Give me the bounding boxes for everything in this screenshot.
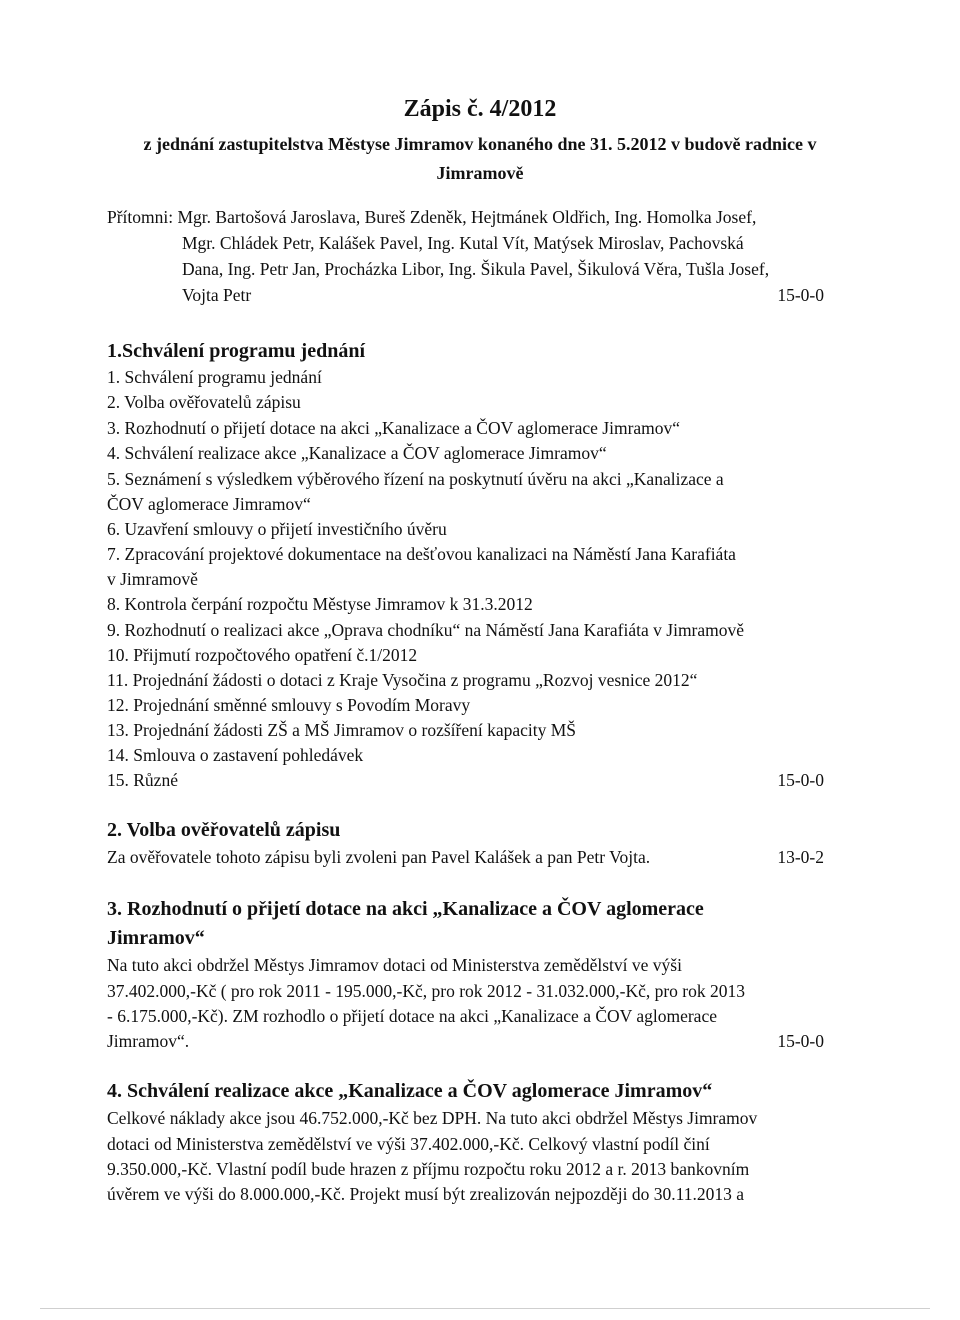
- document-title: Zápis č. 4/2012: [403, 96, 557, 122]
- agenda-item: 8. Kontrola čerpání rozpočtu Městyse Jimramov k 31.3.2012: [107, 594, 533, 614]
- agenda-item: 3. Rozhodnutí o přijetí dotace na akci „Kanalizace a ČOV aglomerace Jimramov“: [107, 418, 681, 438]
- attendance-vote: 15-0-0: [777, 285, 824, 305]
- agenda-item: 2. Volba ověřovatelů zápisu: [107, 392, 301, 412]
- agenda-item: 10. Přijmutí rozpočtového opatření č.1/2012: [107, 645, 418, 665]
- agenda-item: 15. Různé: [107, 770, 178, 790]
- section3-text-line: Na tuto akci obdržel Městys Jimramov dotaci od Ministerstva zemědělství ve výši: [107, 955, 682, 975]
- section3-text-line: - 6.175.000,-Kč). ZM rozhodlo o přijetí dotace na akci „Kanalizace a ČOV aglomerace: [107, 1006, 717, 1026]
- section2-vote: 13-0-2: [777, 847, 824, 867]
- agenda-item: 7. Zpracování projektové dokumentace na dešťovou kanalizaci na Náměstí Jana Karafiáta: [107, 544, 736, 564]
- agenda-item: 1. Schválení programu jednání: [107, 367, 322, 387]
- attendance-line3: Dana, Ing. Petr Jan, Procházka Libor, Ing. Šikula Pavel, Šikulová Věra, Tušla Josef,: [182, 259, 770, 279]
- document-subtitle-line1: z jednání zastupitelstva Městyse Jimramov konaného dne 31. 5.2012 v budově radnice v: [143, 134, 817, 154]
- agenda-item: 13. Projednání žádosti ZŠ a MŠ Jimramov o rozšíření kapacity MŠ: [107, 720, 577, 740]
- attendance-line2: Mgr. Chládek Petr, Kalášek Pavel, Ing. Kutal Vít, Matýsek Miroslav, Pachovská: [182, 233, 744, 253]
- section4-text-line: Celkové náklady akce jsou 46.752.000,-Kč bez DPH. Na tuto akci obdržel Městys Jimramov: [107, 1108, 758, 1128]
- agenda-item: 6. Uzavření smlouvy o přijetí investičního úvěru: [107, 519, 447, 539]
- section3-heading-line2: Jimramov“: [107, 927, 205, 949]
- agenda-item: 11. Projednání žádosti o dotaci z Kraje Vysočina z programu „Rozvoj vesnice 2012“: [107, 670, 698, 690]
- agenda-item: 5. Seznámení s výsledkem výběrového řízení na poskytnutí úvěru na akci „Kanalizace a: [107, 469, 724, 489]
- section1-heading: 1.Schválení programu jednání: [107, 340, 365, 362]
- section3-heading-line1: 3. Rozhodnutí o přijetí dotace na akci „Kanalizace a ČOV aglomerace: [107, 898, 704, 920]
- document-subtitle-line2: Jimramově: [436, 163, 524, 183]
- agenda-item-continuation: ČOV aglomerace Jimramov“: [107, 494, 311, 514]
- page-bottom-rule: [40, 1308, 930, 1309]
- section4-text-line: 9.350.000,-Kč. Vlastní podíl bude hrazen z příjmu rozpočtu roku 2012 a r. 2013 bankovním: [107, 1159, 750, 1179]
- section3-text-line: 37.402.000,-Kč ( pro rok 2011 - 195.000,-Kč, pro rok 2012 - 31.032.000,-Kč, pro rok 2013: [107, 981, 745, 1001]
- agenda-item: 4. Schválení realizace akce „Kanalizace a ČOV aglomerace Jimramov“: [107, 443, 607, 463]
- section1-vote: 15-0-0: [777, 770, 824, 790]
- section2-text: Za ověřovatele tohoto zápisu byli zvoleni pan Pavel Kalášek a pan Petr Vojta.: [107, 847, 651, 867]
- section3-text-line: Jimramov“.: [107, 1031, 190, 1051]
- section2-heading: 2. Volba ověřovatelů zápisu: [107, 819, 341, 841]
- attendance-line1: Přítomni: Mgr. Bartošová Jaroslava, Bureš Zdeněk, Hejtmánek Oldřich, Ing. Homolka Josef,: [107, 207, 757, 227]
- attendance-line4: Vojta Petr: [182, 285, 252, 305]
- section4-heading: 4. Schválení realizace akce „Kanalizace a ČOV aglomerace Jimramov“: [107, 1080, 713, 1102]
- agenda-item: 14. Smlouva o zastavení pohledávek: [107, 745, 364, 765]
- section4-text-line: úvěrem ve výši do 8.000.000,-Kč. Projekt musí být zrealizován nejpozději do 30.11.2013 a: [107, 1184, 744, 1204]
- section4-text-line: dotaci od Ministerstva zemědělství ve výši 37.402.000,-Kč. Celkový vlastní podíl činí: [107, 1134, 710, 1154]
- agenda-item: 9. Rozhodnutí o realizaci akce „Oprava chodníku“ na Náměstí Jana Karafiáta v Jimramově: [107, 620, 745, 640]
- section3-vote: 15-0-0: [777, 1031, 824, 1051]
- agenda-item-continuation: v Jimramově: [107, 569, 198, 589]
- agenda-item: 12. Projednání směnné smlouvy s Povodím Moravy: [107, 695, 471, 715]
